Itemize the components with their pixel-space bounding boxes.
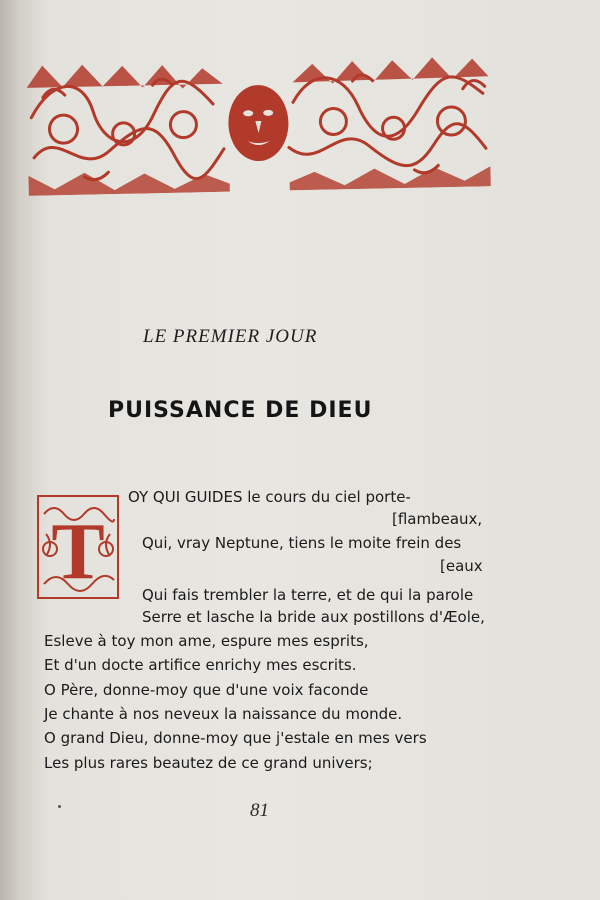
poem-line-4: [eaux	[440, 557, 483, 575]
page-speck	[58, 805, 61, 808]
poem-line-9: O Père, donne-moy que d'une voix faconde	[44, 681, 369, 699]
dropcap-ornament	[36, 494, 120, 600]
poem-line-5: Qui fais trembler la terre, et de qui la parole	[142, 586, 474, 604]
chapter-title: PUISSANCE DE DIEU	[108, 398, 373, 423]
poem-line-6: Serre et lasche la bride aux postillons d'Æole,	[142, 608, 485, 626]
poem-line-7: Esleve à toy mon ame, espure mes esprits,	[44, 632, 369, 650]
poem-line-12: Les plus rares beautez de ce grand univers;	[44, 754, 373, 772]
poem-line-2: [flambeaux,	[392, 510, 483, 528]
ornamental-headpiece	[22, 48, 495, 196]
poem-line-10: Je chante à nos neveux la naissance du monde.	[44, 705, 403, 723]
day-title: LE PREMIER JOUR	[143, 326, 318, 347]
poem-line-1: OY QUI GUIDES le cours du ciel porte-	[128, 488, 411, 506]
page-gutter	[0, 0, 22, 900]
poem-line-11: O grand Dieu, donne-moy que j'estale en mes vers	[44, 729, 427, 747]
poem-line-8: Et d'un docte artifice enrichy mes escrits.	[44, 656, 357, 674]
page-number: 81	[250, 800, 269, 821]
dropcap-letter: T	[51, 508, 105, 596]
poem-line-3: Qui, vray Neptune, tiens le moite frein des	[142, 534, 462, 552]
